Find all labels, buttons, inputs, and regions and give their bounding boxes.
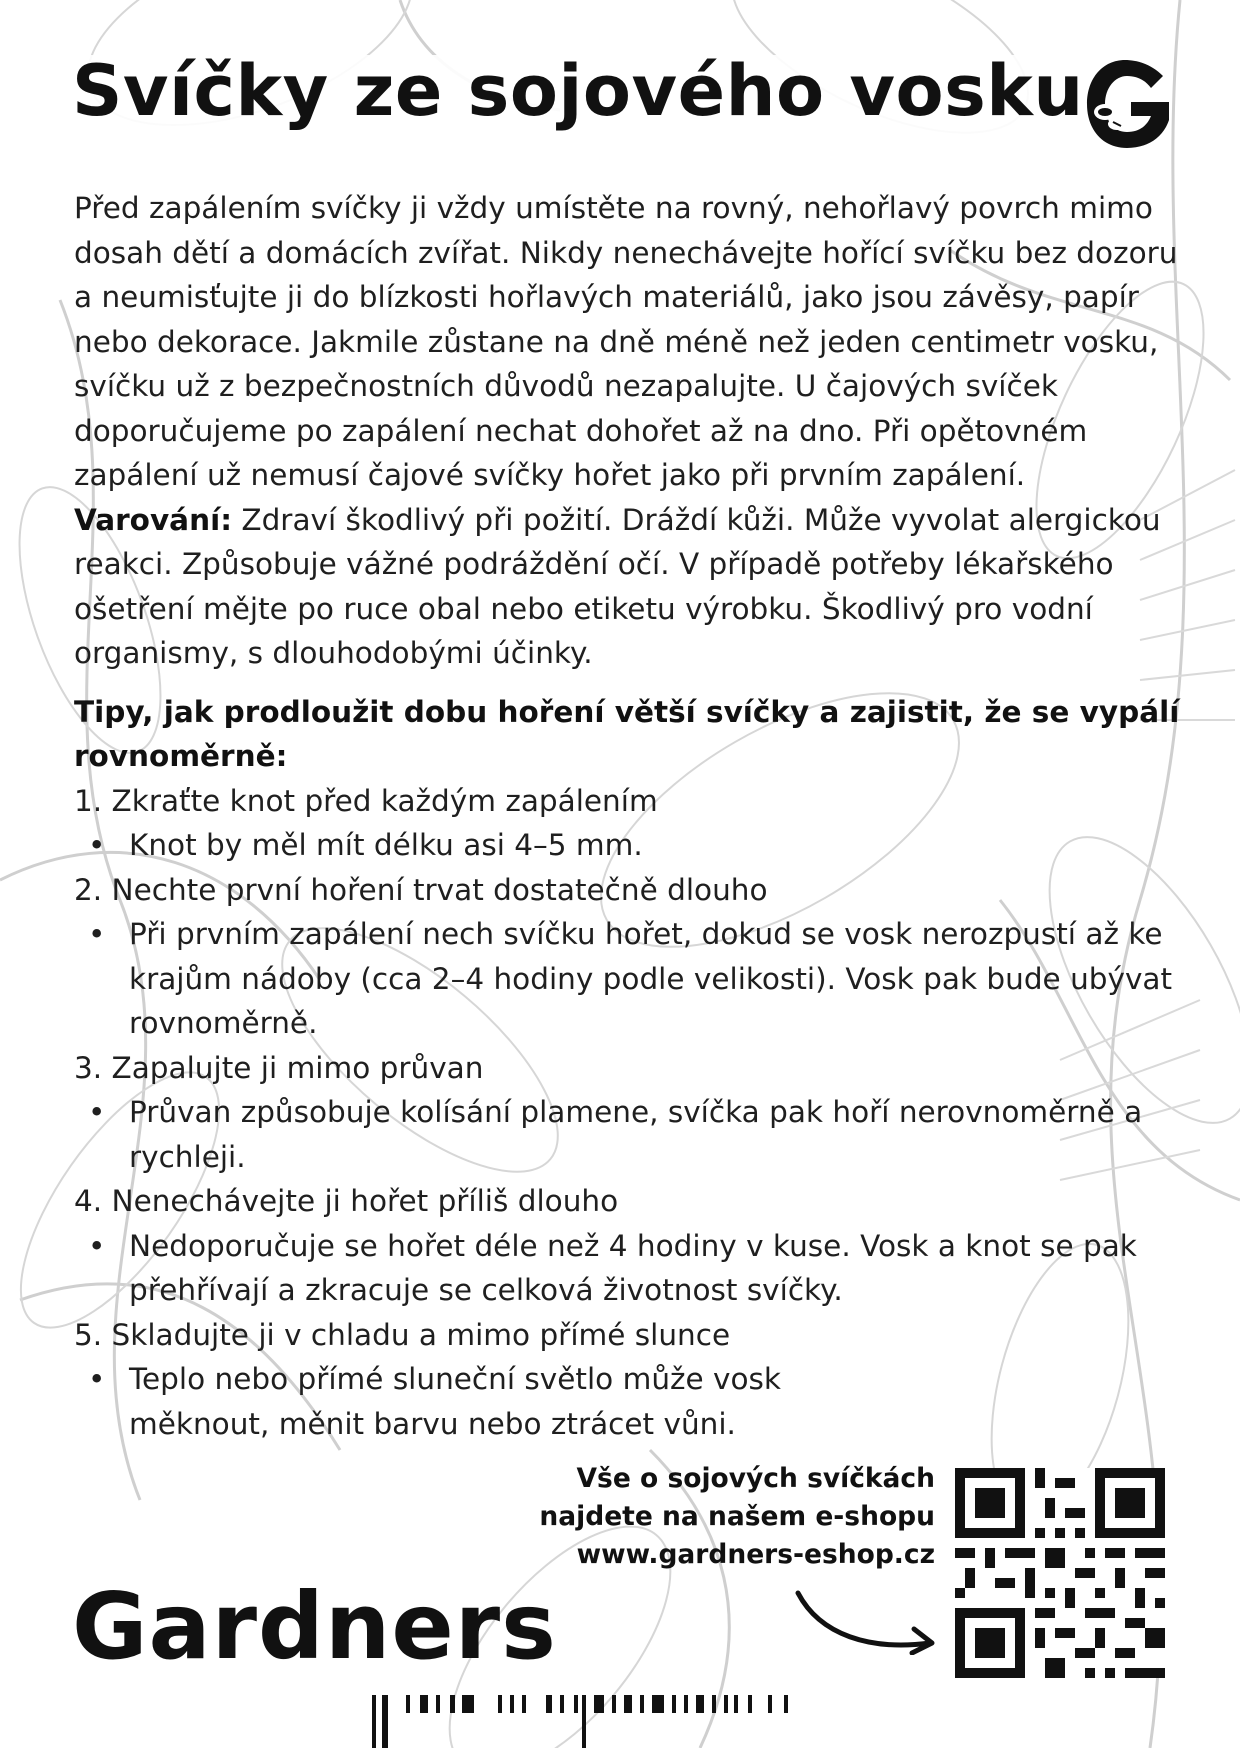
- promo-line: Vše o sojových svíčkách: [576, 1463, 935, 1494]
- tip-detail: • Knot by měl mít délku asi 4–5 mm.: [74, 823, 1184, 868]
- gardners-g-logo-icon: [1085, 58, 1171, 150]
- tip-title: 3. Zapalujte ji mimo průvan: [74, 1050, 484, 1085]
- tip-title: 4. Nenechávejte ji hořet příliš dlouho: [74, 1184, 619, 1218]
- tip-detail: • Teplo nebo přímé sluneční světlo může vosk měknout, měnit barvu nebo ztrácet vůni.: [74, 1357, 1184, 1446]
- brand-wordmark: Gardners: [72, 1573, 557, 1680]
- curved-arrow-icon: [790, 1585, 940, 1655]
- eshop-url: www.gardners-eshop.cz: [576, 1539, 935, 1570]
- intro-paragraph: Před zapálením svíčky ji vždy umístěte na rovný, nehořlavý povrch mimo dosah dětí a domácích zvířat. Nikdy nenechávejte hořící svíčku bez dozoru a neumisťujte ji do blízkosti hořlavých materiálů, jako jsou závěsy, papír nebo dekorace. Jakmile zůstane na dně méně než jeden centimetr vosku, svíčku už z bezpečnostních důvodů nezapalujte. U čajových svíček doporučujeme po zapálení nechat dohořet až na dno. Při opětovném zapálení už nemusí čajové svíčky hořet jako při prvním zapálení.: [74, 191, 1178, 492]
- warning-label: Varování:: [74, 502, 232, 537]
- qr-code-icon: [955, 1468, 1165, 1678]
- warning-paragraph: [74, 498, 1184, 676]
- page-title: Svíčky ze sojového vosku: [72, 50, 1084, 132]
- warning-text: Zdraví škodlivý při požití. Dráždí kůži. Může vyvolat alergickou reakci. Způsobuje vážné podráždění očí. V případě potřeby lékařského ošetření mějte po ruce obal nebo etiketu výrobku. Škodlivý pro vodní organismy, s dlouhodobými účinky.: [74, 502, 1161, 670]
- tip-detail: • Nedoporučuje se hořet déle než 4 hodiny v kuse. Vosk a knot se pak přehřívají a zkracuje se celková životnost svíčky.: [74, 1224, 1184, 1313]
- barcode-icon: [372, 1695, 872, 1748]
- tip-title: 1. Zkraťte knot před každým zapálením: [74, 783, 658, 818]
- content: [74, 186, 1184, 1446]
- tip-detail: • Při prvním zapálení nech svíčku hořet, dokud se vosk nerozpustí až ke krajům nádoby (cca 2–4 hodiny podle velikosti). Vosk pak bude ubývat rovnoměrně.: [74, 912, 1184, 1046]
- promo-line: najdete na našem e-shopu: [539, 1501, 935, 1532]
- tip-title: 2. Nechte první hoření trvat dostatečně dlouho: [74, 872, 768, 907]
- tips-heading: Tipy, jak prodloužit dobu hoření větší svíčky a zajistit, že se vypálí rovnoměrně:: [74, 694, 1180, 773]
- eshop-promo: [520, 1460, 935, 1574]
- tips-list: [74, 779, 1184, 1447]
- tip-title: 5. Skladujte ji v chladu a mimo přímé slunce: [74, 1317, 731, 1352]
- tip-detail: • Průvan způsobuje kolísání plamene, svíčka pak hoří nerovnoměrně a rychleji.: [74, 1090, 1184, 1179]
